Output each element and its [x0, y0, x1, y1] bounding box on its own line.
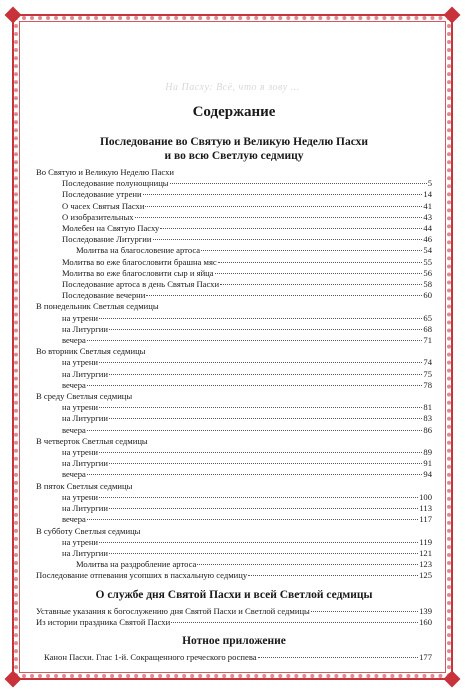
toc-entry[interactable] — [36, 606, 432, 617]
toc-entry-title: вечера — [62, 424, 86, 435]
toc-page-number: 44 — [423, 223, 432, 234]
toc-entry-title: на утрени — [62, 402, 99, 413]
dot-leader — [171, 621, 418, 623]
toc-entry-title: Последование полунощницы — [62, 178, 169, 189]
dot-leader — [87, 518, 419, 520]
section-title: О службе дня Святой Пасхи и всей Светлой седмицы — [95, 588, 373, 601]
toc-day-heading: В среду Светлыя седмицы — [36, 391, 133, 402]
toc-page-number: 89 — [423, 447, 432, 458]
section-title: Последование во Святую и Великую Неделю Пасхи и во всю Светлую седмицу — [99, 136, 369, 162]
toc-entry[interactable] — [36, 357, 432, 368]
toc-entry[interactable] — [36, 413, 432, 424]
toc-entry-title: Уставные указания к богослужению дня Святой Пасхи и Светлой седмицы — [36, 605, 310, 616]
page-title: Содержание — [192, 104, 276, 120]
toc-entry[interactable] — [36, 335, 432, 346]
toc-page-number: 139 — [419, 605, 432, 616]
toc-entry[interactable] — [36, 201, 432, 212]
toc-entry[interactable] — [36, 245, 432, 256]
toc-entry-title: на Литургии — [62, 368, 108, 379]
toc-entry-title: на утрени — [62, 536, 99, 547]
toc-group — [36, 606, 432, 628]
toc-page-number: 55 — [423, 256, 432, 267]
toc-entry-title: на Литургии — [62, 547, 108, 558]
toc-entry[interactable] — [36, 514, 432, 525]
toc-entry[interactable] — [36, 492, 432, 503]
toc-group — [36, 652, 432, 663]
toc-entry[interactable] — [36, 189, 432, 200]
toc-entry[interactable] — [36, 425, 432, 436]
dot-leader — [248, 574, 418, 576]
toc-day-heading: В субботу Светлыя седмицы — [36, 525, 141, 536]
toc-entry[interactable] — [36, 570, 432, 581]
toc-entry[interactable] — [36, 212, 432, 223]
toc-entry[interactable] — [36, 257, 432, 268]
toc-day-heading: Во вторник Светлыя седмицы — [36, 346, 146, 357]
toc-page-number: 160 — [419, 616, 432, 627]
toc-entry[interactable] — [36, 324, 432, 335]
dot-leader — [87, 384, 423, 386]
toc-entry[interactable] — [36, 402, 432, 413]
toc-entry-title: на утрени — [62, 447, 99, 458]
toc-entry-title: Молитва во еже благословити сыр и яйца — [62, 267, 214, 278]
dot-leader — [109, 552, 418, 554]
dot-leader — [135, 216, 423, 218]
toc-entry[interactable] — [36, 458, 432, 469]
toc-group — [36, 559, 432, 581]
toc-entry[interactable] — [36, 447, 432, 458]
toc-entry-title: Из истории праздника Святой Пасхи — [36, 616, 171, 627]
toc-page-number: 86 — [423, 424, 432, 435]
toc-page-number: 125 — [419, 570, 432, 581]
dot-leader — [99, 317, 422, 319]
toc-entry-title: Канон Пасхи. Глас 1-й. Сокращенного греческого роспева — [44, 651, 257, 662]
toc-entry[interactable] — [36, 290, 432, 301]
toc-page-number: 65 — [423, 312, 432, 323]
toc-entry[interactable] — [36, 268, 432, 279]
toc-page-number: 71 — [423, 335, 432, 346]
toc-entry[interactable] — [36, 548, 432, 559]
dot-leader — [87, 429, 423, 431]
toc-group — [36, 178, 432, 301]
toc-page-number: 83 — [423, 413, 432, 424]
toc-page-number: 121 — [419, 547, 432, 558]
toc-page-number: 94 — [423, 469, 432, 480]
toc-entry-title: О часех Святыя Пасхи — [62, 200, 145, 211]
dot-leader — [109, 417, 422, 419]
dot-leader — [143, 193, 423, 195]
toc-entry-title: вечера — [62, 335, 86, 346]
toc-page-number: 117 — [419, 514, 432, 525]
toc-page-number: 177 — [419, 651, 432, 662]
toc-entry-title: О изобразительных — [62, 211, 134, 222]
toc-page-number: 58 — [423, 279, 432, 290]
toc-page-number: 100 — [419, 491, 432, 502]
toc-page-number: 78 — [423, 379, 432, 390]
toc-entry-title: вечера — [62, 379, 86, 390]
dot-leader — [146, 294, 422, 296]
table-of-contents — [36, 104, 432, 663]
toc-days — [36, 301, 432, 559]
toc-entry-title: на Литургии — [62, 458, 108, 469]
toc-entry-title: Молитва во еже благословити брашна мяс — [62, 256, 217, 267]
toc-page-number: 56 — [423, 267, 432, 278]
section-title: Нотное приложение — [182, 634, 286, 647]
toc-entry[interactable] — [36, 313, 432, 324]
toc-entry-title: на Литургии — [62, 323, 108, 334]
toc-entry[interactable] — [36, 503, 432, 514]
bleed-through-text: На Пасху: Всё, что я зову ... — [165, 82, 300, 93]
dot-leader — [153, 238, 423, 240]
dot-leader — [109, 507, 418, 509]
dot-leader — [99, 406, 422, 408]
toc-entry[interactable] — [36, 469, 432, 480]
dot-leader — [109, 462, 422, 464]
toc-entry-title: Молебен на Святую Пасху — [62, 223, 160, 234]
toc-entry[interactable] — [36, 234, 432, 245]
toc-entry-title: Последование вечерни — [62, 290, 146, 301]
toc-entry[interactable] — [36, 380, 432, 391]
toc-page-number: 60 — [423, 290, 432, 301]
toc-entry-title: вечера — [62, 469, 86, 480]
dot-leader — [99, 451, 422, 453]
toc-page-number: 74 — [423, 357, 432, 368]
toc-page-number: 5 — [427, 178, 432, 189]
dot-leader — [99, 496, 418, 498]
dot-leader — [87, 473, 423, 475]
toc-page-number: 46 — [423, 234, 432, 245]
toc-entry-title: Молитва на раздробление артоса — [76, 559, 197, 570]
toc-page-number: 68 — [423, 323, 432, 334]
toc-entry[interactable] — [36, 178, 432, 189]
dot-leader — [201, 249, 422, 251]
toc-page-number: 113 — [419, 503, 432, 514]
dot-leader — [109, 373, 422, 375]
dot-leader — [160, 227, 422, 229]
toc-day-heading: В четверток Светлыя седмицы — [36, 435, 148, 446]
toc-entry[interactable] — [36, 223, 432, 234]
toc-entry-title: Молитва на благословение артоса — [76, 245, 201, 256]
toc-entry[interactable] — [36, 537, 432, 548]
toc-page-number: 119 — [419, 536, 432, 547]
toc-entry-title: Последование артоса в день Святыя Пасхи — [62, 279, 220, 290]
dot-leader — [215, 272, 423, 274]
toc-day-heading: В понедельник Светлыя седмицы — [36, 301, 159, 312]
toc-page-number: 91 — [423, 458, 432, 469]
dot-leader — [87, 339, 423, 341]
toc-entry[interactable] — [36, 279, 432, 290]
toc-page-number: 123 — [419, 559, 432, 570]
toc-entry-title: вечера — [62, 514, 86, 525]
toc-entry-title: Последование отпевания усопших в пасхальную седмицу — [36, 570, 248, 581]
toc-page-number: 81 — [423, 402, 432, 413]
dot-leader — [258, 656, 419, 658]
toc-entry[interactable] — [36, 617, 432, 628]
toc-entry[interactable] — [36, 369, 432, 380]
toc-page-number: 41 — [423, 200, 432, 211]
dot-leader — [197, 563, 418, 565]
toc-page-number: 43 — [423, 211, 432, 222]
dot-leader — [99, 541, 418, 543]
dot-leader — [311, 610, 418, 612]
toc-page-number: 54 — [423, 245, 432, 256]
toc-entry-title: на утрени — [62, 357, 99, 368]
toc-entry[interactable] — [36, 559, 432, 570]
toc-entry-title: на утрени — [62, 312, 99, 323]
toc-page-number: 14 — [423, 189, 432, 200]
toc-page-number: 75 — [423, 368, 432, 379]
toc-entry-title: Последование утрени — [62, 189, 142, 200]
toc-entry-title: Последование Литургии — [62, 234, 152, 245]
toc-entry-title: на Литургии — [62, 503, 108, 514]
toc-day-heading: В пяток Светлыя седмицы — [36, 480, 133, 491]
dot-leader — [109, 328, 422, 330]
toc-entry-title: на утрени — [62, 491, 99, 502]
dot-leader — [218, 261, 423, 263]
dot-leader — [99, 361, 422, 363]
toc-entry-title: на Литургии — [62, 413, 108, 424]
dot-leader — [145, 205, 422, 207]
dot-leader — [220, 283, 422, 285]
toc-entry[interactable] — [44, 652, 432, 663]
toc-heading: Во Святую и Великую Неделю Пасхи — [36, 167, 174, 177]
dot-leader — [170, 182, 427, 184]
